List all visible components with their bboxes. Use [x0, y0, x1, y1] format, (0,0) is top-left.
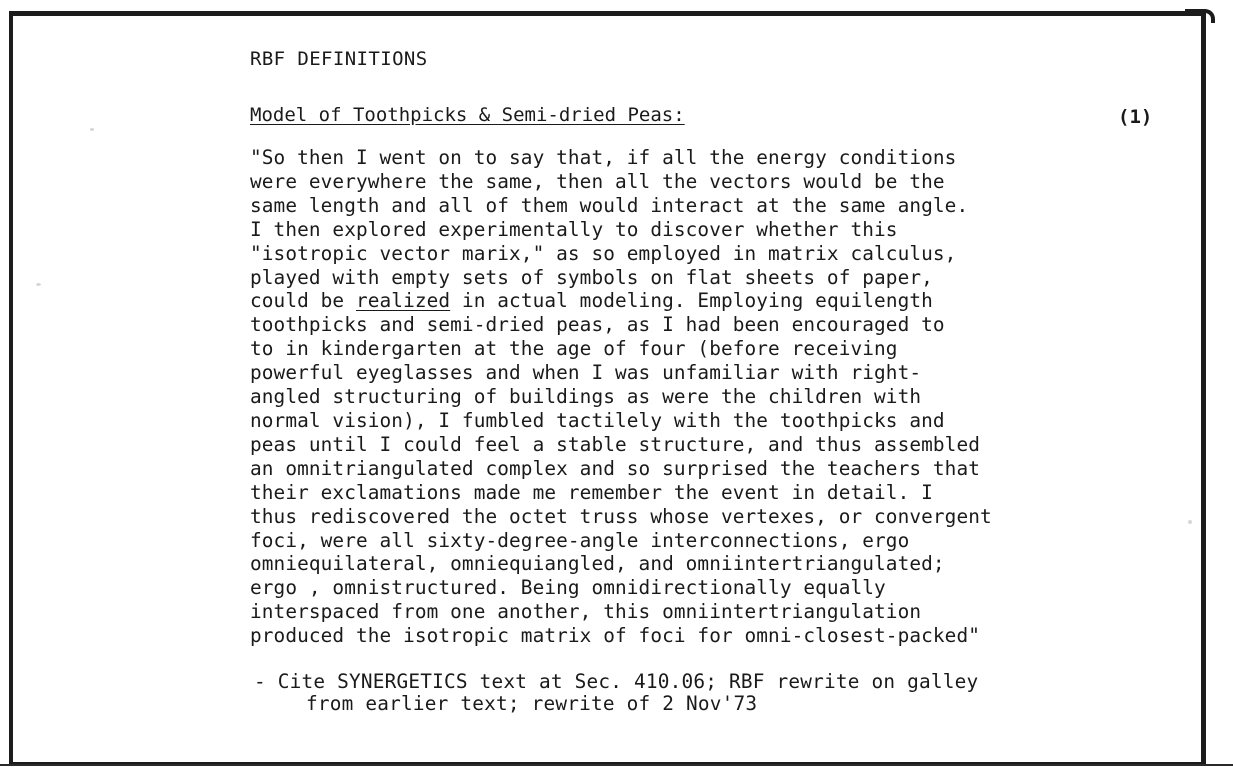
- entry-number: (1): [1118, 106, 1153, 128]
- quote-line: omniequilateral, omniequiangled, and omniintertriangulated;: [250, 552, 945, 576]
- quote-line: angled structuring of buildings as were the children with: [250, 385, 922, 409]
- quote-line: interspaced from one another, this omniintertriangulation: [250, 600, 922, 624]
- quote-line: foci, were all sixty-degree-angle interconnections, ergo: [250, 528, 910, 552]
- quote-line: thus rediscovered the octet truss whose vertexes, or convergent: [250, 504, 992, 528]
- citation: [254, 671, 1154, 715]
- quote-line: their exclamations made me remember the event in detail. I: [250, 480, 933, 504]
- quote-line-tail: in actual modeling. Employing equilength: [450, 289, 933, 313]
- quote-line: peas until I could feel a stable structure, and thus assembled: [250, 432, 980, 456]
- bottom-rule: [0, 764, 1233, 766]
- quote-line: produced the isotropic matrix of foci for omni-closest-packed": [250, 624, 980, 648]
- quote-line: ergo , omnistructured. Being omnidirectionally equally: [250, 576, 886, 600]
- scan-speck: [36, 283, 41, 286]
- quote-line: "So then I went on to say that, if all the energy conditions: [250, 146, 957, 169]
- quote-line: toothpicks and semi-dried peas, as I had been encouraged to: [250, 313, 945, 337]
- quote-line-head: could be: [250, 289, 356, 313]
- scan-speck: [90, 128, 94, 131]
- quote-body: [250, 146, 1170, 648]
- document-header: RBF DEFINITIONS: [250, 48, 428, 70]
- card-corner: [1185, 9, 1215, 23]
- quote-line: to in kindergarten at the age of four (before receiving: [250, 337, 898, 361]
- quote-line: same length and all of them would interact at the same angle.: [250, 193, 969, 217]
- underlined-word: realized: [355, 289, 451, 313]
- quote-line: I then explored experimentally to discover whether this: [250, 217, 898, 241]
- quote-line: played with empty sets of symbols on flat sheets of paper,: [250, 265, 933, 289]
- quote-line: an omnitriangulated complex and so surprised the teachers that: [250, 456, 980, 480]
- entry-title: Model of Toothpicks & Semi-dried Peas:: [250, 104, 685, 126]
- scan-speck: [1188, 520, 1192, 524]
- quote-line: powerful eyeglasses and when I was unfamiliar with right-: [250, 361, 922, 385]
- quote-line: were everywhere the same, then all the vectors would be the: [250, 169, 945, 193]
- quote-line-realized: [250, 289, 1170, 313]
- citation-line: - Cite SYNERGETICS text at Sec. 410.06; RBF rewrite on galley: [254, 670, 979, 693]
- citation-line: from earlier text; rewrite of 2 Nov'73: [306, 692, 758, 715]
- quote-line: normal vision), I fumbled tactilely with the toothpicks and: [250, 408, 945, 432]
- quote-line: "isotropic vector marix," as so employed in matrix calculus,: [250, 241, 957, 265]
